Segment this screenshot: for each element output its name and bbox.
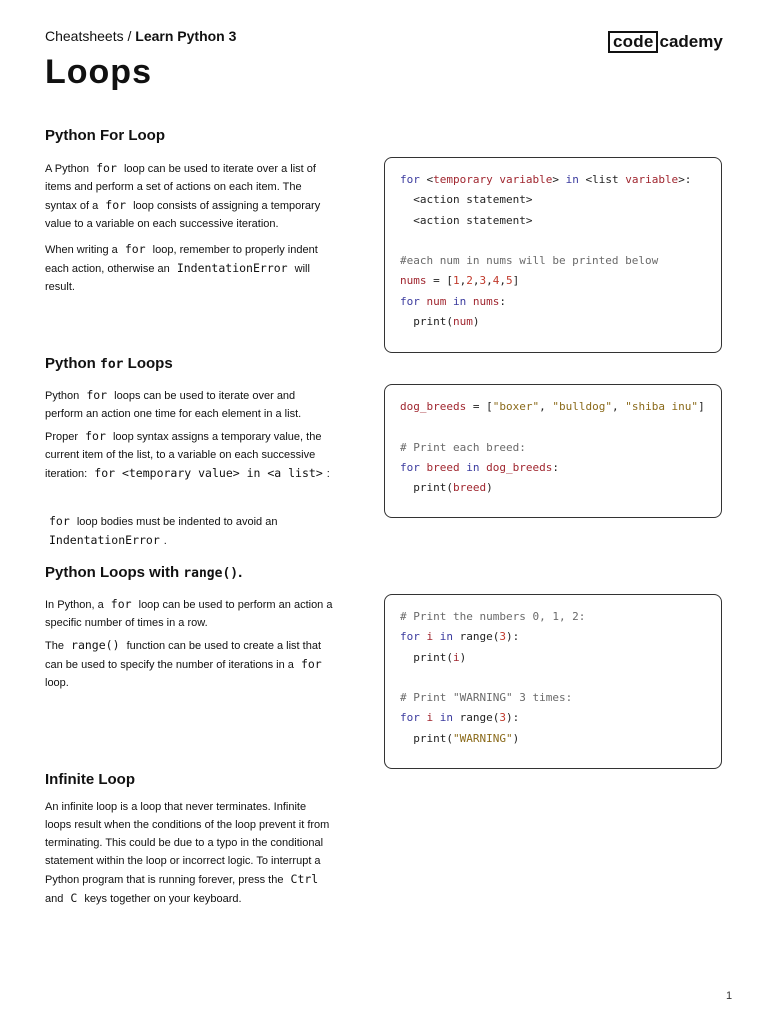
page-number: 1	[726, 990, 733, 1002]
code-line: for i in range(3):	[400, 630, 520, 644]
code-line: print(i)	[400, 650, 467, 664]
code-line: print("WARNING")	[400, 731, 520, 745]
section2-paragraph1: Python for loops can be used to iterate over and perform an action one time for each element in a list.	[45, 388, 302, 420]
section1-paragraph1: A Python for loop can be used to iterate over a list of items and perform a set of actions on each item. The syntax of a for loop consists of assigning a temporary value to a variable on each successive iteration.	[45, 161, 321, 230]
codecademy-logo[interactable]	[608, 31, 723, 53]
section2-paragraph2: Proper for loop syntax assigns a temporary value, the current item of the list, to a variable on each successive iteration: for <temporary value> in <a list> :	[45, 429, 330, 480]
code-line: for breed in dog_breeds:	[400, 460, 559, 474]
code-line: <action statement>	[400, 193, 533, 207]
section4-paragraph1: An infinite loop is a loop that never terminates. Infinite loops result when the conditions of the loop prevent it from terminating. This could be due to a typo in the conditional statement within the loop or incorrect logic. To interrupt a Python program that is running forever, press the Ctrl and C keys together on your keyboard.	[45, 801, 330, 905]
page-title: Loops	[45, 53, 152, 91]
section1-paragraph2: When writing a for loop, remember to properly indent each action, otherwise an IndentationError will result.	[45, 242, 318, 293]
code-line: dog_breeds = ["boxer", "bulldog", "shiba inu"]	[400, 400, 705, 413]
code-block-range	[384, 594, 722, 769]
code-line-blank	[400, 231, 721, 251]
code-block-dog-breeds	[384, 384, 722, 518]
code-line: for i in range(3):	[400, 711, 520, 725]
code-line: for num in nums:	[400, 294, 506, 308]
section3-paragraph1: In Python, a for loop can be used to perform an action a specific number of times in a row.	[45, 597, 333, 629]
breadcrumb	[45, 28, 236, 44]
section-title-python-for-loops: Python for Loops	[45, 355, 173, 372]
code-block-for-loop	[384, 157, 722, 353]
logo-cademy-part: cademy	[659, 32, 723, 51]
code-line-blank	[400, 668, 721, 688]
logo-code-part: code	[608, 31, 658, 53]
code-comment: # Print the numbers 0, 1, 2:	[400, 610, 586, 623]
code-comment: # Print each breed:	[400, 440, 526, 454]
code-line: nums = [1,2,3,4,5]	[400, 274, 520, 288]
breadcrumb-link-cheatsheets[interactable]: Cheatsheets /	[45, 28, 132, 44]
section-title-python-loops-with-range: Python Loops with range().	[45, 564, 243, 581]
section2-paragraph3: for loop bodies must be indented to avoid an IndentationError .	[49, 514, 278, 547]
code-line-blank	[400, 417, 721, 437]
code-line: print(num)	[400, 315, 480, 329]
section-title-python-for-loop: Python For Loop	[45, 127, 165, 144]
breadcrumb-current: Learn Python 3	[135, 28, 237, 44]
code-comment: # Print "WARNING" 3 times:	[400, 691, 573, 705]
section-title-infinite-loop: Infinite Loop	[45, 771, 135, 788]
code-line: <action statement>	[400, 213, 533, 227]
code-line: for <temporary variable> in <list variable>:	[400, 173, 692, 186]
code-line: print(breed)	[400, 481, 493, 495]
code-comment: #each num in nums will be printed below	[400, 254, 659, 268]
section3-paragraph2: The range() function can be used to create a list that can be used to specify the number of iterations in a for loop.	[45, 638, 322, 689]
